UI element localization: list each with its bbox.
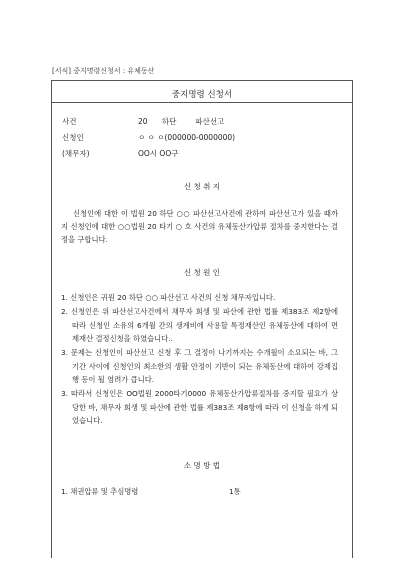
debtor-label: (채무자) bbox=[62, 149, 90, 158]
reason-item-3: 3. 문제는 신청인이 파산선고 신청 후 그 결정이 나기까지는 수개월이 소요되는 바, 그 기간 사이에 신청인의 최소한의 생활 안정이 기반이 되는 유체동산에 대하여 강제집행 등이 될 염려가 큽니다. bbox=[61, 348, 338, 385]
applicant-value: ㅇ ㅇ ㅇ(000000-0000000) bbox=[138, 133, 236, 142]
reason-item-2: 2. 신청인은 위 파산선고사건에서 채무자 회생 및 파산에 관한 법률 제383조 제2항에 따라 신청인 소유의 6개월 간의 생계비에 사용할 특정재산인 유체동산에 대하여 면제재산 결정신청을 하였습니다.. bbox=[61, 307, 338, 344]
case-value: 20 하단 파산선고 bbox=[138, 117, 225, 126]
document-title: 중지명령 신청서 bbox=[171, 90, 233, 100]
application-document bbox=[51, 80, 353, 558]
method-heading: 소 명 방 법 bbox=[183, 461, 221, 470]
method-item bbox=[61, 487, 241, 497]
form-caption: [서식] 중지명령신청서 : 유체동산 bbox=[52, 67, 155, 75]
reason-item-4: 3. 따라서 신청인은 OO법원 2000타기0000 유체동산가압류절차를 중지할 필요가 상당한 바, 채무자 회생 및 파산에 관한 법률 제383조 제8항에 따라 이 신청을 하게 되었습니다. bbox=[61, 389, 338, 426]
applicant-label: 신청인 bbox=[62, 133, 84, 142]
method-item-label: 1. 채권압류 및 추심명령 bbox=[61, 487, 139, 496]
reason-heading: 신 청 원 인 bbox=[183, 268, 221, 277]
reason-item-1: 1. 신청인은 귀원 20 하단 ○○ 파산선고 사건의 신청 채무자입니다. bbox=[61, 293, 276, 302]
debtor-value: OO시 OO구 bbox=[138, 149, 179, 158]
case-label: 사건 bbox=[62, 117, 77, 126]
title-divider bbox=[52, 102, 352, 103]
purpose-heading: 신 청 취 지 bbox=[183, 182, 221, 191]
purpose-paragraph: 신청인에 대한 이 법원 20 하단 ○○ 파산선고사건에 관하여 파산선고가 있을 때까지 신청인에 대한 ○○법원 20 타기 ○ 호 사건의 유체동산가압류 절차를 중지한다는 결정을 구합니다. bbox=[61, 209, 338, 244]
method-item-count: 1통 bbox=[229, 487, 241, 496]
